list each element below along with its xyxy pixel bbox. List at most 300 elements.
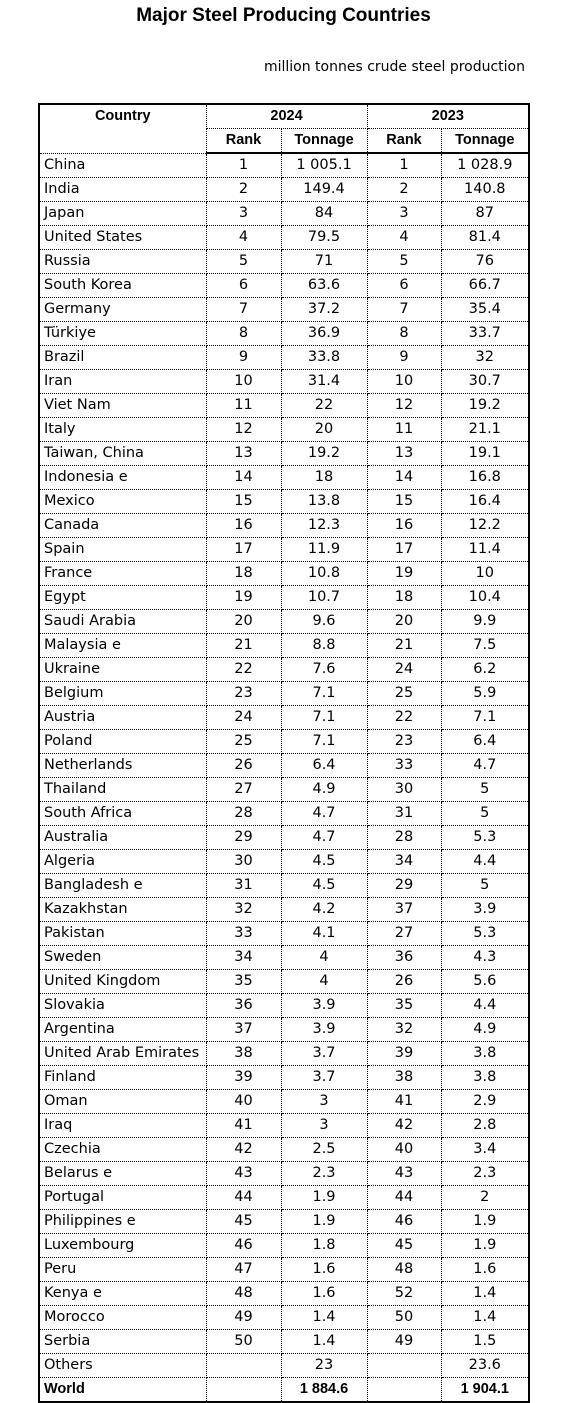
- table-row: [39, 1090, 529, 1114]
- tonnage-2024-cell: 1.8: [281, 1234, 367, 1258]
- tonnage-2024-cell: 4.1: [281, 922, 367, 946]
- tonnage-2024-cell: 1.4: [281, 1306, 367, 1330]
- rank-2024-cell: 44: [206, 1186, 281, 1210]
- country-cell: Luxembourg: [39, 1234, 206, 1258]
- table-row: [39, 922, 529, 946]
- tonnage-2024-cell: 4.7: [281, 826, 367, 850]
- country-cell: Italy: [39, 418, 206, 442]
- rank-2024-cell: 47: [206, 1258, 281, 1282]
- rank-2024-cell: 23: [206, 682, 281, 706]
- tonnage-2023-cell: 21.1: [441, 418, 529, 442]
- table-row: [39, 418, 529, 442]
- tonnage-2023-cell: 2.3: [441, 1162, 529, 1186]
- table-row: [39, 850, 529, 874]
- tonnage-2023-cell: 19.1: [441, 442, 529, 466]
- country-cell: Japan: [39, 202, 206, 226]
- rank-2024-cell: 20: [206, 610, 281, 634]
- tonnage-2023-cell: 19.2: [441, 394, 529, 418]
- tonnage-2023-cell: 66.7: [441, 274, 529, 298]
- rank-2023-cell: 33: [367, 754, 441, 778]
- header-rank-2024: Rank: [206, 129, 281, 154]
- rank-2023-cell: 4: [367, 226, 441, 250]
- rank-2023-cell: 16: [367, 514, 441, 538]
- rank-2024-cell: 15: [206, 490, 281, 514]
- rank-2024-cell: [206, 1354, 281, 1378]
- rank-2024-cell: 25: [206, 730, 281, 754]
- rank-2023-cell: [367, 1378, 441, 1403]
- tonnage-2024-cell: 1 884.6: [281, 1378, 367, 1403]
- tonnage-2023-cell: 4.4: [441, 994, 529, 1018]
- country-cell: Kenya e: [39, 1282, 206, 1306]
- rank-2023-cell: 48: [367, 1258, 441, 1282]
- table-row: [39, 634, 529, 658]
- rank-2024-cell: 8: [206, 322, 281, 346]
- country-cell: Others: [39, 1354, 206, 1378]
- tonnage-2024-cell: 4.9: [281, 778, 367, 802]
- tonnage-2024-cell: 36.9: [281, 322, 367, 346]
- country-cell: United Arab Emirates: [39, 1042, 206, 1066]
- country-cell: Peru: [39, 1258, 206, 1282]
- rank-2024-cell: 48: [206, 1282, 281, 1306]
- tonnage-2024-cell: 84: [281, 202, 367, 226]
- rank-2024-cell: 18: [206, 562, 281, 586]
- table-body: [39, 153, 529, 1402]
- rank-2023-cell: 8: [367, 322, 441, 346]
- table-row: [39, 298, 529, 322]
- rank-2024-cell: 19: [206, 586, 281, 610]
- tonnage-2023-cell: 1 028.9: [441, 153, 529, 178]
- rank-2023-cell: 37: [367, 898, 441, 922]
- country-cell: Argentina: [39, 1018, 206, 1042]
- rank-2023-cell: 25: [367, 682, 441, 706]
- table-row: [39, 226, 529, 250]
- header-year-2024: 2024: [206, 104, 367, 129]
- rank-2024-cell: [206, 1378, 281, 1403]
- tonnage-2024-cell: 7.1: [281, 730, 367, 754]
- rank-2023-cell: 3: [367, 202, 441, 226]
- rank-2023-cell: 39: [367, 1042, 441, 1066]
- rank-2023-cell: 11: [367, 418, 441, 442]
- tonnage-2024-cell: 4.2: [281, 898, 367, 922]
- tonnage-2024-cell: 4.5: [281, 850, 367, 874]
- rank-2024-cell: 21: [206, 634, 281, 658]
- country-cell: Pakistan: [39, 922, 206, 946]
- country-cell: Australia: [39, 826, 206, 850]
- header-tonnage-2023: Tonnage: [441, 129, 529, 154]
- rank-2024-cell: 10: [206, 370, 281, 394]
- rank-2024-cell: 45: [206, 1210, 281, 1234]
- rank-2024-cell: 22: [206, 658, 281, 682]
- rank-2023-cell: 15: [367, 490, 441, 514]
- tonnage-2023-cell: 4.4: [441, 850, 529, 874]
- tonnage-2024-cell: 6.4: [281, 754, 367, 778]
- tonnage-2023-cell: 4.9: [441, 1018, 529, 1042]
- tonnage-2023-cell: 11.4: [441, 538, 529, 562]
- rank-2023-cell: 52: [367, 1282, 441, 1306]
- tonnage-2023-cell: 1.5: [441, 1330, 529, 1354]
- country-cell: South Korea: [39, 274, 206, 298]
- rank-2023-cell: 9: [367, 346, 441, 370]
- table-row: [39, 1354, 529, 1378]
- tonnage-2023-cell: 5: [441, 874, 529, 898]
- tonnage-2024-cell: 37.2: [281, 298, 367, 322]
- country-cell: Belgium: [39, 682, 206, 706]
- country-cell: Viet Nam: [39, 394, 206, 418]
- header-rank-2023: Rank: [367, 129, 441, 154]
- tonnage-2024-cell: 7.1: [281, 706, 367, 730]
- tonnage-2024-cell: 18: [281, 466, 367, 490]
- rank-2023-cell: 43: [367, 1162, 441, 1186]
- table-row: [39, 250, 529, 274]
- country-cell: Canada: [39, 514, 206, 538]
- tonnage-2024-cell: 1 005.1: [281, 153, 367, 178]
- rank-2024-cell: 6: [206, 274, 281, 298]
- country-cell: Sweden: [39, 946, 206, 970]
- country-cell: Bangladesh e: [39, 874, 206, 898]
- rank-2024-cell: 34: [206, 946, 281, 970]
- rank-2023-cell: 27: [367, 922, 441, 946]
- tonnage-2024-cell: 2.5: [281, 1138, 367, 1162]
- tonnage-2023-cell: 5: [441, 802, 529, 826]
- tonnage-2024-cell: 12.3: [281, 514, 367, 538]
- country-cell: Czechia: [39, 1138, 206, 1162]
- rank-2023-cell: 23: [367, 730, 441, 754]
- tonnage-2024-cell: 4: [281, 946, 367, 970]
- table-row: [39, 1138, 529, 1162]
- tonnage-2024-cell: 33.8: [281, 346, 367, 370]
- country-cell: France: [39, 562, 206, 586]
- tonnage-2024-cell: 3.7: [281, 1042, 367, 1066]
- tonnage-2024-cell: 7.6: [281, 658, 367, 682]
- rank-2024-cell: 7: [206, 298, 281, 322]
- table-row: [39, 802, 529, 826]
- tonnage-2023-cell: 32: [441, 346, 529, 370]
- country-cell: Ukraine: [39, 658, 206, 682]
- rank-2023-cell: 24: [367, 658, 441, 682]
- table-row: [39, 730, 529, 754]
- tonnage-2024-cell: 3.7: [281, 1066, 367, 1090]
- rank-2024-cell: 2: [206, 178, 281, 202]
- tonnage-2023-cell: 1.4: [441, 1306, 529, 1330]
- tonnage-2023-cell: 3.9: [441, 898, 529, 922]
- rank-2023-cell: 26: [367, 970, 441, 994]
- tonnage-2024-cell: 10.7: [281, 586, 367, 610]
- country-cell: South Africa: [39, 802, 206, 826]
- tonnage-2023-cell: 3.8: [441, 1042, 529, 1066]
- rank-2023-cell: 35: [367, 994, 441, 1018]
- table-row: [39, 586, 529, 610]
- table-row: [39, 442, 529, 466]
- country-cell: Netherlands: [39, 754, 206, 778]
- tonnage-2023-cell: 1 904.1: [441, 1378, 529, 1403]
- tonnage-2023-cell: 2.8: [441, 1114, 529, 1138]
- country-cell: China: [39, 153, 206, 178]
- rank-2024-cell: 32: [206, 898, 281, 922]
- rank-2023-cell: 31: [367, 802, 441, 826]
- tonnage-2023-cell: 1.6: [441, 1258, 529, 1282]
- rank-2024-cell: 49: [206, 1306, 281, 1330]
- table-row: [39, 202, 529, 226]
- country-cell: Portugal: [39, 1186, 206, 1210]
- table-row: [39, 322, 529, 346]
- table-row: [39, 994, 529, 1018]
- page-title: Major Steel Producing Countries: [136, 5, 431, 26]
- rank-2024-cell: 27: [206, 778, 281, 802]
- tonnage-2023-cell: 33.7: [441, 322, 529, 346]
- tonnage-2024-cell: 4.7: [281, 802, 367, 826]
- rank-2023-cell: 45: [367, 1234, 441, 1258]
- rank-2023-cell: 22: [367, 706, 441, 730]
- table-row: [39, 466, 529, 490]
- tonnage-2023-cell: 5.3: [441, 922, 529, 946]
- rank-2023-cell: 20: [367, 610, 441, 634]
- rank-2023-cell: 28: [367, 826, 441, 850]
- tonnage-2023-cell: 16.8: [441, 466, 529, 490]
- rank-2024-cell: 39: [206, 1066, 281, 1090]
- tonnage-2023-cell: 3.4: [441, 1138, 529, 1162]
- tonnage-2023-cell: 12.2: [441, 514, 529, 538]
- table-row: [39, 970, 529, 994]
- table-row: [39, 490, 529, 514]
- tonnage-2024-cell: 13.8: [281, 490, 367, 514]
- rank-2024-cell: 31: [206, 874, 281, 898]
- tonnage-2023-cell: 10: [441, 562, 529, 586]
- tonnage-2023-cell: 1.4: [441, 1282, 529, 1306]
- country-cell: Algeria: [39, 850, 206, 874]
- country-cell: Philippines e: [39, 1210, 206, 1234]
- tonnage-2023-cell: 1.9: [441, 1234, 529, 1258]
- rank-2023-cell: 12: [367, 394, 441, 418]
- table-row: [39, 274, 529, 298]
- tonnage-2023-cell: 2: [441, 1186, 529, 1210]
- tonnage-2024-cell: 8.8: [281, 634, 367, 658]
- rank-2023-cell: 41: [367, 1090, 441, 1114]
- table-row: [39, 1162, 529, 1186]
- tonnage-2023-cell: 16.4: [441, 490, 529, 514]
- tonnage-2023-cell: 7.5: [441, 634, 529, 658]
- rank-2024-cell: 9: [206, 346, 281, 370]
- country-cell: Oman: [39, 1090, 206, 1114]
- rank-2023-cell: 40: [367, 1138, 441, 1162]
- rank-2024-cell: 35: [206, 970, 281, 994]
- table-row: [39, 538, 529, 562]
- country-cell: Indonesia e: [39, 466, 206, 490]
- table-row: [39, 1066, 529, 1090]
- table-row: [39, 1114, 529, 1138]
- tonnage-2024-cell: 3: [281, 1114, 367, 1138]
- rank-2023-cell: 44: [367, 1186, 441, 1210]
- table-row: [39, 1042, 529, 1066]
- table-row: [39, 1306, 529, 1330]
- table-row: [39, 153, 529, 178]
- rank-2024-cell: 42: [206, 1138, 281, 1162]
- tonnage-2023-cell: 5.6: [441, 970, 529, 994]
- country-cell: Mexico: [39, 490, 206, 514]
- tonnage-2024-cell: 63.6: [281, 274, 367, 298]
- tonnage-2024-cell: 1.6: [281, 1258, 367, 1282]
- total-row: [39, 1378, 529, 1403]
- country-cell: Belarus e: [39, 1162, 206, 1186]
- country-cell: Malaysia e: [39, 634, 206, 658]
- rank-2023-cell: 34: [367, 850, 441, 874]
- table-row: [39, 514, 529, 538]
- country-cell: Egypt: [39, 586, 206, 610]
- tonnage-2024-cell: 1.9: [281, 1186, 367, 1210]
- rank-2023-cell: 38: [367, 1066, 441, 1090]
- tonnage-2024-cell: 11.9: [281, 538, 367, 562]
- rank-2023-cell: 18: [367, 586, 441, 610]
- tonnage-2024-cell: 22: [281, 394, 367, 418]
- units-subtitle: million tonnes crude steel production: [263, 59, 525, 75]
- rank-2024-cell: 33: [206, 922, 281, 946]
- country-cell: Iraq: [39, 1114, 206, 1138]
- rank-2024-cell: 17: [206, 538, 281, 562]
- table-row: [39, 874, 529, 898]
- country-cell: United States: [39, 226, 206, 250]
- tonnage-2023-cell: 81.4: [441, 226, 529, 250]
- rank-2023-cell: 46: [367, 1210, 441, 1234]
- rank-2024-cell: 37: [206, 1018, 281, 1042]
- country-cell: World: [39, 1378, 206, 1403]
- tonnage-2023-cell: 76: [441, 250, 529, 274]
- rank-2023-cell: 30: [367, 778, 441, 802]
- table-row: [39, 778, 529, 802]
- table-row: [39, 562, 529, 586]
- rank-2023-cell: 29: [367, 874, 441, 898]
- country-cell: Finland: [39, 1066, 206, 1090]
- tonnage-2024-cell: 3.9: [281, 994, 367, 1018]
- tonnage-2023-cell: 87: [441, 202, 529, 226]
- table-row: [39, 754, 529, 778]
- rank-2023-cell: 42: [367, 1114, 441, 1138]
- rank-2024-cell: 5: [206, 250, 281, 274]
- header-country: Country: [39, 104, 206, 153]
- country-cell: Slovakia: [39, 994, 206, 1018]
- rank-2024-cell: 30: [206, 850, 281, 874]
- tonnage-2023-cell: 5.9: [441, 682, 529, 706]
- header-year-2023: 2023: [367, 104, 529, 129]
- rank-2023-cell: 14: [367, 466, 441, 490]
- tonnage-2023-cell: 6.2: [441, 658, 529, 682]
- tonnage-2023-cell: 35.4: [441, 298, 529, 322]
- tonnage-2023-cell: 5.3: [441, 826, 529, 850]
- tonnage-2024-cell: 3: [281, 1090, 367, 1114]
- table-row: [39, 1282, 529, 1306]
- rank-2024-cell: 36: [206, 994, 281, 1018]
- rank-2024-cell: 43: [206, 1162, 281, 1186]
- table-row: [39, 1210, 529, 1234]
- rank-2023-cell: 10: [367, 370, 441, 394]
- table-row: [39, 682, 529, 706]
- tonnage-2024-cell: 9.6: [281, 610, 367, 634]
- rank-2024-cell: 29: [206, 826, 281, 850]
- tonnage-2023-cell: 3.8: [441, 1066, 529, 1090]
- tonnage-2023-cell: 140.8: [441, 178, 529, 202]
- table-row: [39, 1018, 529, 1042]
- rank-2023-cell: 7: [367, 298, 441, 322]
- country-cell: Thailand: [39, 778, 206, 802]
- tonnage-2024-cell: 10.8: [281, 562, 367, 586]
- tonnage-2023-cell: 9.9: [441, 610, 529, 634]
- table-row: [39, 1186, 529, 1210]
- tonnage-2023-cell: 6.4: [441, 730, 529, 754]
- rank-2023-cell: 36: [367, 946, 441, 970]
- tonnage-2023-cell: 10.4: [441, 586, 529, 610]
- tonnage-2024-cell: 4: [281, 970, 367, 994]
- table-row: [39, 946, 529, 970]
- tonnage-2024-cell: 7.1: [281, 682, 367, 706]
- country-cell: Kazakhstan: [39, 898, 206, 922]
- rank-2023-cell: 13: [367, 442, 441, 466]
- table-row: [39, 346, 529, 370]
- tonnage-2023-cell: 30.7: [441, 370, 529, 394]
- table-row: [39, 394, 529, 418]
- tonnage-2024-cell: 20: [281, 418, 367, 442]
- rank-2024-cell: 13: [206, 442, 281, 466]
- rank-2023-cell: 6: [367, 274, 441, 298]
- rank-2023-cell: 32: [367, 1018, 441, 1042]
- table-row: [39, 706, 529, 730]
- rank-2024-cell: 26: [206, 754, 281, 778]
- table-row: [39, 1234, 529, 1258]
- tonnage-2023-cell: 23.6: [441, 1354, 529, 1378]
- table-row: [39, 826, 529, 850]
- rank-2024-cell: 50: [206, 1330, 281, 1354]
- rank-2024-cell: 14: [206, 466, 281, 490]
- tonnage-2024-cell: 79.5: [281, 226, 367, 250]
- rank-2024-cell: 11: [206, 394, 281, 418]
- table-row: [39, 178, 529, 202]
- rank-2023-cell: 50: [367, 1306, 441, 1330]
- country-cell: Austria: [39, 706, 206, 730]
- table-row: [39, 1330, 529, 1354]
- country-cell: Germany: [39, 298, 206, 322]
- tonnage-2024-cell: 71: [281, 250, 367, 274]
- rank-2024-cell: 1: [206, 153, 281, 178]
- country-cell: Poland: [39, 730, 206, 754]
- tonnage-2024-cell: 23: [281, 1354, 367, 1378]
- tonnage-2023-cell: 4.3: [441, 946, 529, 970]
- country-cell: United Kingdom: [39, 970, 206, 994]
- country-cell: Russia: [39, 250, 206, 274]
- tonnage-2024-cell: 31.4: [281, 370, 367, 394]
- table-row: [39, 610, 529, 634]
- rank-2024-cell: 28: [206, 802, 281, 826]
- rank-2024-cell: 12: [206, 418, 281, 442]
- rank-2023-cell: 17: [367, 538, 441, 562]
- tonnage-2024-cell: 149.4: [281, 178, 367, 202]
- table-row: [39, 370, 529, 394]
- rank-2023-cell: 1: [367, 153, 441, 178]
- tonnage-2023-cell: 7.1: [441, 706, 529, 730]
- country-cell: Brazil: [39, 346, 206, 370]
- tonnage-2023-cell: 1.9: [441, 1210, 529, 1234]
- country-cell: India: [39, 178, 206, 202]
- tonnage-2024-cell: 2.3: [281, 1162, 367, 1186]
- tonnage-2023-cell: 4.7: [441, 754, 529, 778]
- steel-production-table: [38, 103, 530, 1403]
- country-cell: Taiwan, China: [39, 442, 206, 466]
- table-row: [39, 898, 529, 922]
- rank-2023-cell: [367, 1354, 441, 1378]
- rank-2023-cell: 2: [367, 178, 441, 202]
- tonnage-2024-cell: 19.2: [281, 442, 367, 466]
- rank-2024-cell: 41: [206, 1114, 281, 1138]
- country-cell: Spain: [39, 538, 206, 562]
- tonnage-2024-cell: 1.6: [281, 1282, 367, 1306]
- tonnage-2023-cell: 5: [441, 778, 529, 802]
- rank-2024-cell: 4: [206, 226, 281, 250]
